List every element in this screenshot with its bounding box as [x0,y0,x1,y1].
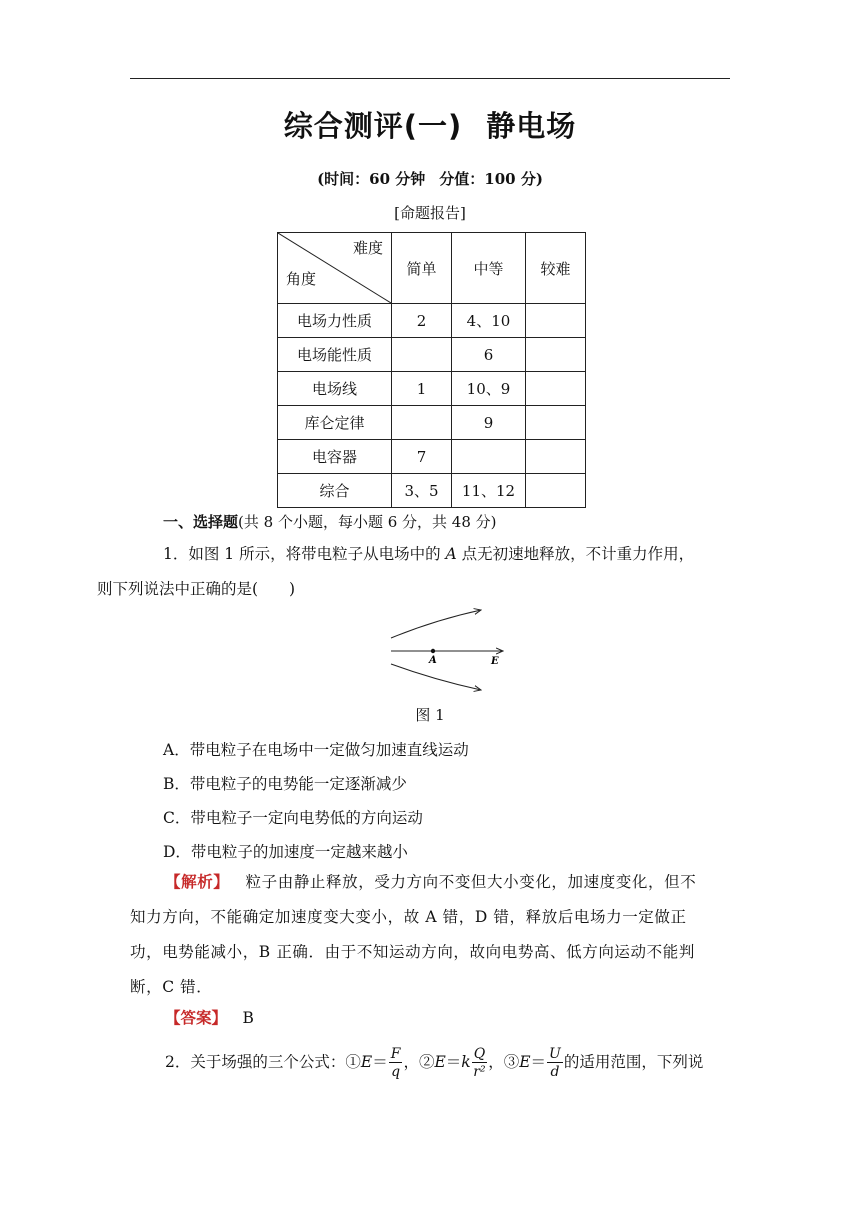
header-rule [130,78,730,79]
formula-2-fraction [472,1047,487,1079]
corner-bottom-label: 角度 [286,270,317,288]
formula-1-fraction [389,1047,403,1079]
formula-2-den: r² [473,1064,486,1080]
section-title: 一、选择题 [163,513,239,531]
q2-stem-b: 的适用范围，下列说 [563,1053,704,1071]
table-cell: 2 [392,304,452,338]
q1-stem-a: 1．如图 1 所示，将带电粒子从电场中的 [163,545,446,563]
q2-sep-1: ，② [403,1053,435,1071]
table-cell [452,440,526,474]
formula-1-den: q [391,1064,401,1080]
table-cell: 6 [452,338,526,372]
table-cell [526,338,586,372]
formula-3-num: U [549,1046,561,1062]
question-2-stem [130,1040,730,1084]
analysis-line: 断，C 错． [130,978,213,996]
analysis-line: 粒子由静止释放，受力方向不变但大小变化，加速度变化，但不 [245,873,697,891]
section-note: (共 8 个小题，每小题 6 分，共 48 分) [238,513,497,531]
q1-stem-c: 则下列说法中正确的是( ) [97,580,296,598]
option-d: D．带电粒子的加速度一定越来越小 [163,843,408,861]
point-a-dot [431,649,435,653]
formula-2-k: k [461,1053,471,1071]
field-e-label: E [491,656,499,667]
column-header: 中等 [452,233,526,304]
time-label: (时间：60 分钟 [317,170,426,188]
formula-3-fraction [547,1047,563,1079]
table-cell [392,338,452,372]
option-c: C．带电粒子一定向电势低的方向运动 [163,809,423,827]
q2-sep-2: ，③ [488,1053,520,1071]
equals-sign: ＝ [372,1053,388,1071]
column-header: 简单 [392,233,452,304]
table-cell [526,372,586,406]
column-header: 较难 [526,233,586,304]
score-label: 分值：100 分) [439,170,543,188]
table-cell: 10、9 [452,372,526,406]
row-label: 电场线 [278,372,392,406]
table-cell: 7 [392,440,452,474]
lower-field-line [391,664,481,690]
row-label: 库仑定律 [278,406,392,440]
corner-top-label: 难度 [352,239,383,257]
table-cell: 9 [452,406,526,440]
formula-2-num: Q [473,1046,486,1062]
answer-block [130,1001,730,1036]
q2-stem-a: 2．关于场强的三个公式：① [165,1053,361,1071]
formula-3-den: d [550,1064,560,1080]
table-row [278,440,586,474]
table-row [278,338,586,372]
upper-field-line [391,610,481,638]
row-label: 电容器 [278,440,392,474]
report-label: [命题报告] [394,204,466,222]
analysis-line: 知力方向，不能确定加速度变大变小，故 A 错，D 错，释放后电场力一定做正 [130,908,687,926]
figure-caption: 图 1 [415,706,445,724]
equals-sign: ＝ [530,1053,547,1071]
table-row [278,406,586,440]
table-cell [526,474,586,508]
row-label: 综合 [278,474,392,508]
title-main: 综合测评(一) [283,109,463,143]
corner-cell [278,233,392,304]
row-label: 电场能性质 [278,338,392,372]
table-cell [392,406,452,440]
question-1-stem [97,537,730,607]
table-row [278,474,586,508]
table-cell: 4、10 [452,304,526,338]
table-cell: 11、12 [452,474,526,508]
answer-value: B [242,1009,254,1027]
exam-info [0,168,860,189]
analysis-line: 功，电势能减小，B 正确．由于不知运动方向，故向电势高、低方向运动不能判 [130,943,695,961]
row-label: 电场力性质 [278,304,392,338]
analysis-tag: 【解析】 [165,873,230,891]
point-a-label: A [429,655,437,666]
table-cell [526,304,586,338]
difficulty-table [277,232,586,508]
table-cell [526,440,586,474]
table-cell: 3、5 [392,474,452,508]
formula-3-lhs: E [519,1053,531,1071]
option-a: A．带电粒子在电场中一定做匀加速直线运动 [163,741,469,759]
formula-1-num: F [390,1046,401,1062]
formula-1-lhs: E [360,1053,373,1071]
answer-tag: 【答案】 [165,1009,228,1027]
table-header-row [278,233,586,304]
table-row [278,304,586,338]
table-cell [526,406,586,440]
equals-sign: ＝ [445,1053,462,1071]
q1-stem-var: A [445,545,457,563]
formula-2-lhs: E [434,1053,446,1071]
q1-stem-b: 点无初速地释放，不计重力作用， [456,545,695,563]
page-title [0,104,860,145]
field-line-diagram [385,604,515,696]
analysis-block [130,865,730,1005]
table-cell: 1 [392,372,452,406]
section-heading [163,511,497,532]
title-topic: 静电场 [486,109,577,143]
option-b: B．带电粒子的电势能一定逐渐减少 [163,775,407,793]
table-row [278,372,586,406]
figure-1 [385,604,515,700]
